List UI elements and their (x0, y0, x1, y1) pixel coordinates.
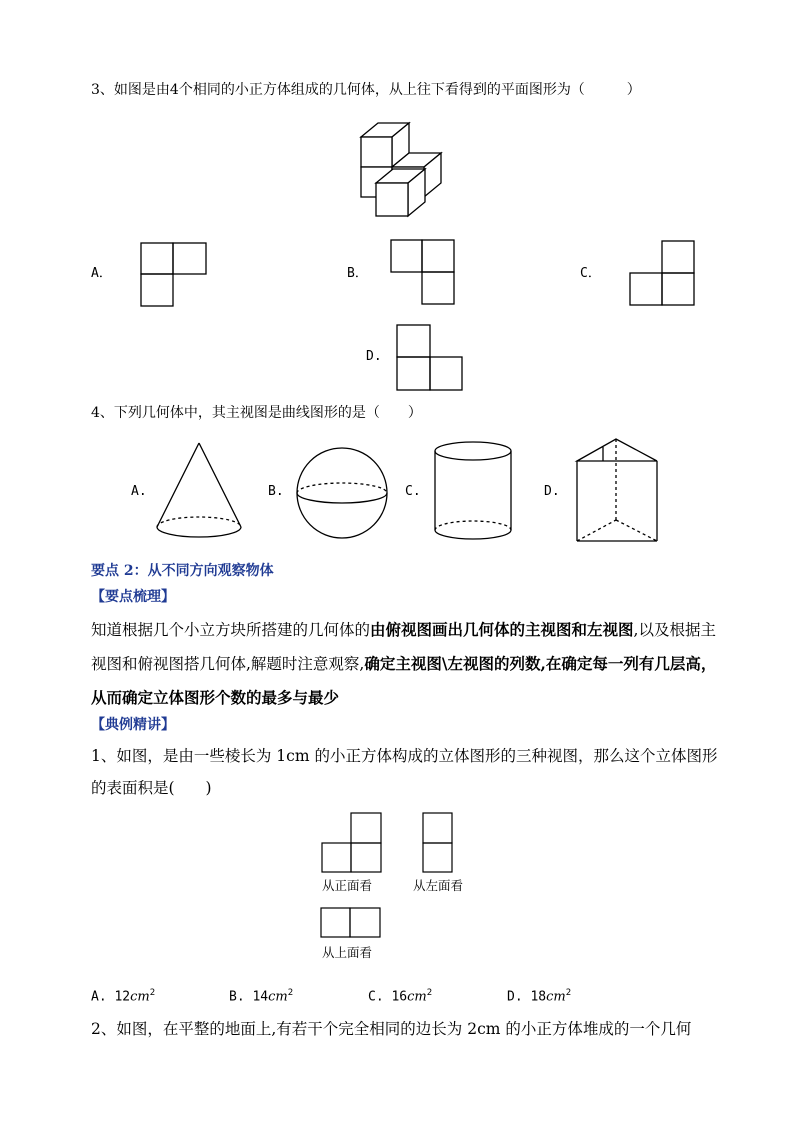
q4-cone-figure[interactable] (156, 443, 242, 543)
ex1-left-view (422, 812, 454, 874)
q4-option-b-label[interactable]: B. (268, 484, 284, 499)
ex1-stem: 1、如图，是由一些棱长为 1cm 的小正方体构成的立体图形的三种视图，那么这个立体图形的表面积是( ) (91, 747, 718, 797)
q4-sphere-figure[interactable] (296, 447, 388, 539)
summary-text-1: 知道根据几个小立方块所搭建的几何体的 (91, 621, 371, 639)
keypoint-title: 要点 2：从不同方向观察物体 (91, 563, 274, 579)
ex2-stem: 2、如图，在平整的地面上,有若干个完全相同的边长为 2cm 的小正方体堆成的一个几何 (91, 1020, 692, 1038)
q3-option-b-label[interactable]: B． (347, 266, 368, 281)
q4-stem: 4、下列几何体中，其主视图是曲线图形的是（ ） (91, 405, 422, 421)
summary-text-4: 确定主视图\左视图的列数,在确定每一列有几层高，从而确定立体图形个数的最多与最少 (91, 654, 717, 707)
q4-option-a-label[interactable]: A. (131, 484, 147, 499)
q3-option-b-figure[interactable] (391, 240, 455, 306)
q3-cube-figure (355, 120, 445, 225)
summary-text-2: 由俯视图画出几何体的主视图和左视图 (370, 620, 634, 639)
q3-stem: 3、如图是由4个相同的小正方体组成的几何体，从上往下看得到的平面图形为（ ） (91, 82, 641, 98)
summary-paragraph (91, 613, 731, 715)
ex1-left-caption: 从左面看 (413, 878, 464, 893)
examples-heading: 【典例精讲】 (91, 717, 175, 733)
q3-option-c-label[interactable]: C． (580, 266, 601, 281)
ex1-front-view (321, 812, 383, 874)
summary-text-3: ,以及根据主视图和俯视图搭几何体,解题时注意观察, (91, 621, 716, 673)
summary-heading: 【要点梳理】 (91, 589, 175, 605)
ex1-option-a[interactable]: A. $12cm^2$ (91, 988, 156, 1005)
ex1-top-view (320, 907, 382, 939)
ex1-option-b[interactable]: B. $14cm^2$ (229, 988, 294, 1005)
ex1-option-d[interactable]: D. $18cm^2$ (507, 988, 572, 1005)
q3-option-c-figure[interactable] (630, 241, 695, 307)
ex1-option-c[interactable]: C. $16cm^2$ (368, 988, 433, 1005)
q3-option-d-label[interactable]: D. (366, 349, 382, 364)
ex1-top-caption: 从上面看 (322, 945, 373, 960)
q3-option-a-label[interactable]: A． (91, 266, 112, 281)
q4-option-d-label[interactable]: D. (544, 484, 560, 499)
q3-option-a-figure[interactable] (141, 243, 207, 307)
q4-prism-figure[interactable] (575, 437, 661, 545)
q3-option-d-figure[interactable] (397, 325, 463, 391)
q4-cylinder-figure[interactable] (434, 441, 512, 543)
q4-option-c-label[interactable]: C. (405, 484, 421, 499)
ex1-front-caption: 从正面看 (322, 878, 373, 893)
